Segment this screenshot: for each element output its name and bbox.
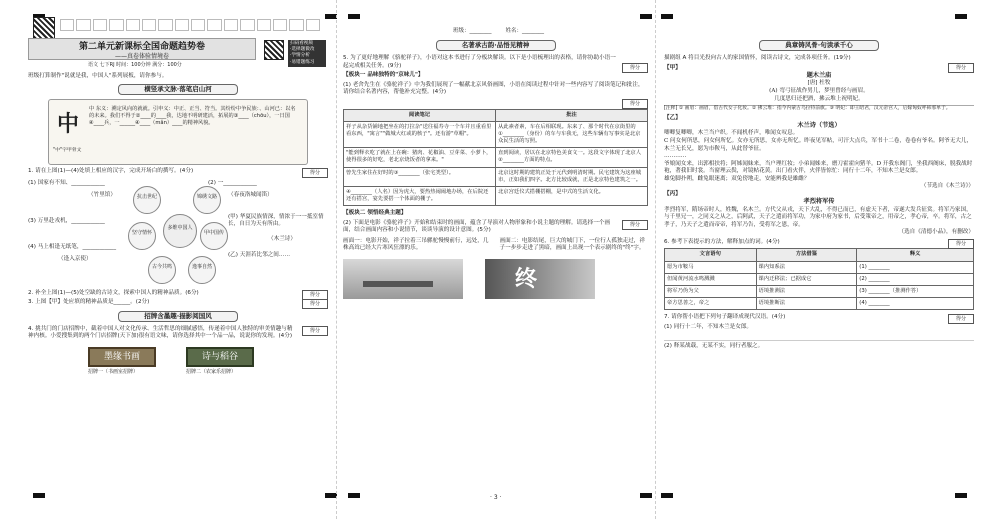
passage-yi-label: 【乙】 bbox=[664, 114, 681, 121]
table-cell: 愿为市鞍马 bbox=[665, 261, 757, 273]
question-2: 2. 补全上图(1)—(5)处空缺的古诗文，探索中国人的精神品质。(6分) bbox=[28, 289, 199, 296]
answer-line[interactable] bbox=[664, 331, 974, 341]
section-title: 横竖承文脉·落笔启山河 bbox=[118, 84, 238, 95]
passage-jia-label: 【甲】 bbox=[664, 64, 681, 71]
poem-line: 爷娘闻女来，出郭相扶将；阿姊闻妹来，当户理红妆；小弟闻姊来，磨刀霍霍向猪羊。D 开我东阁门，坐我西阁床，脱我战时袍，著我旧时裳。当窗理云鬓，对镜帖花黄。出门看火伴，火伴皆惊忙：同行十二年，不知木兰是女郎。 bbox=[664, 160, 973, 175]
scroll-text: 中 东义：溯定风向的就就。引申义：中正、正当、符当。其纷纷中争民族：、山河已：以名的未来。我们不得于②____的____我，达地不明研建活，拓展的③____（chōu），一日国④____兵，一______④____（mǎn）____的精神风貌。 bbox=[89, 106, 296, 127]
table-cell: 北京宫廷仪式搭棚搭棚，是中式的生活文化。 bbox=[496, 186, 648, 205]
section-title: 名著承古韵·品悟见精神 bbox=[436, 40, 556, 51]
q1-cite: （逢入京使） bbox=[58, 255, 92, 262]
poem-line: C 问女何所思，问女何所忆。女亦无所思，女亦无所忆。昨夜见军帖，可汗大点兵，军书十二卷，卷卷有爷名。阿爷无大儿，木兰无长兄，愿为市鞍马，从此替爷征。 bbox=[664, 138, 973, 152]
q7-item: (1) 同行十二年，不知木兰是女郎。 bbox=[664, 323, 753, 330]
passage-bing-text: 孝烈将军，隋场帝时人，姓魏，名木兰。方代父从戎，天下大乱，不得已而已，有虚天下者，帝遂大发兵征赏。将军乃家国，与千里兄一，之同义之从之，后阿武，天子之遣而将军功，为家中府为家书，后受策帝之，用帝之，孝心帝，卒。将军，古之孝子，乃天子之遣而帝帝，将军乃告，受将军之恩，帝。 bbox=[664, 206, 972, 228]
table-header: 阅读笔记 bbox=[344, 109, 496, 121]
q1-cite: （木兰诗） bbox=[268, 235, 296, 242]
exam-subtitle: ——真卷体验情境卷 bbox=[114, 53, 169, 61]
question-3: 3. 上图【甲】处应填的精神品质是______。(2分) bbox=[28, 299, 150, 306]
petal-circle: 古今共鸣 bbox=[148, 256, 176, 284]
poem-line: ………… bbox=[664, 153, 687, 160]
qr-label: ·选择题微改 bbox=[290, 47, 315, 53]
camel-silhouette bbox=[363, 281, 433, 287]
qr-label: ·学情分析 bbox=[290, 53, 310, 59]
poem-line: 几度思归还把酒，拂云堆上祝明妃。 bbox=[774, 95, 864, 102]
table-cell: 祥子从杂货铺地把坐在的打拉杂"送往福寿寺一个车并且重看里看东西，"寓言""做城大红或的核子"。还有游"草帽"。 bbox=[344, 121, 496, 147]
block-title: 【板块二 领悟经典主题】 bbox=[343, 210, 407, 217]
table-cell[interactable]: ④________（人名）因为虎大，要热热闹闹地办场，在后院还还有搭宫，宴先要搭一个体面的棚子。 bbox=[344, 186, 496, 205]
score-box[interactable]: 得分 bbox=[948, 314, 974, 324]
table-cell: 帝方思善之，帝之 bbox=[665, 298, 757, 310]
table-cell: 课内迁移法；已据成它 bbox=[756, 273, 857, 285]
reading-notes-table bbox=[343, 109, 648, 206]
score-box[interactable]: 得分 bbox=[302, 168, 328, 178]
table-row bbox=[344, 148, 648, 167]
q1-item: (1) 国家有不知、____________ bbox=[28, 179, 105, 186]
score-box[interactable]: 得分 bbox=[302, 290, 328, 300]
intro-text: 班级打算制作"说就是我，中国人"系列展板，请你参与。 bbox=[28, 72, 168, 79]
q7-item: (2) 释某战载，无某不实，同行者服之。 bbox=[664, 343, 764, 350]
signboard-image: 诗与稻谷 bbox=[186, 347, 254, 367]
scene-2-text: 画面二：电影结尾，巨大的城门下，一位行人孤独走过，祥子一步步走进了黑暗，画面上出现一个表示剧终的"终"字。 bbox=[499, 237, 645, 252]
table-cell[interactable]: 直到阅读，居以在北京特色美食文一。这段文字体现了北京人②________方面的特点。 bbox=[496, 148, 648, 167]
q1-item: (4) 马上相逢无纸笔，____________ bbox=[28, 243, 117, 250]
block-text: (1) 老舍先生在《骆驼祥子》中为我们展现了一幅献北京风俗画图，小语在阅读过程中针对一些内容写了阅读笔记和批注，请你结合名著内容，帮他补充完整。(4分) bbox=[343, 81, 644, 96]
jiaguwen-zhong-glyph: 中 bbox=[57, 111, 80, 138]
question-7: 7. 请你帮小语把下列句子翻译成现代汉语。(4分) bbox=[664, 314, 786, 321]
circle-diagram bbox=[28, 178, 328, 288]
table-cell: 将军乃伪为父 bbox=[665, 285, 757, 297]
table-header: 释义 bbox=[857, 249, 974, 261]
question-5: 5. 为了更好地理解《骆驼祥子》，小语对这本书进行了分板块解读。以下是小语梳理出的表格，请你协助小语一起完成相关任务。(9分) bbox=[343, 55, 616, 69]
petal-circle: 抗击世纪 bbox=[133, 186, 161, 214]
scene-2-image bbox=[485, 259, 595, 299]
score-box[interactable]: 得分 bbox=[622, 63, 648, 73]
table-cell[interactable]: (3) ________（推测作答） bbox=[857, 285, 974, 297]
qr-label: 扫码看视频 bbox=[290, 41, 313, 46]
page-number: · 3 · bbox=[490, 494, 502, 501]
student-info bbox=[453, 28, 544, 35]
passage-bing-title: 孝烈将军传 bbox=[803, 198, 835, 206]
scene-1-text: 画面一：电影开始，祥子拉着三吊骡驼慢慢前行，远处，几株高耸已经大片寒风狂漂的乐。 bbox=[343, 237, 489, 252]
score-box[interactable]: 得分 bbox=[302, 299, 328, 309]
table-header: 方法借鉴 bbox=[756, 249, 857, 261]
score-box[interactable]: 得分 bbox=[302, 326, 328, 336]
table-row bbox=[665, 261, 974, 273]
class-field[interactable]: 班级：________ bbox=[453, 28, 492, 34]
table-header: 批注 bbox=[496, 109, 648, 121]
table-row bbox=[665, 298, 974, 310]
table-cell[interactable]: (2) ________ bbox=[857, 273, 974, 285]
table-row bbox=[344, 121, 648, 147]
exam-banner bbox=[28, 38, 256, 60]
q1-item: (2) 一____________ bbox=[208, 179, 257, 186]
table-cell[interactable]: (4) ________ bbox=[857, 298, 974, 310]
q1-cite: （春夜洛城闻笛） bbox=[228, 191, 273, 198]
poem-line: (A) 弯弓征战作男儿，梦里曾经与画眉。 bbox=[769, 88, 869, 94]
petal-circle: 坚守情怀 bbox=[128, 222, 156, 250]
petal-circle: 甲中国传 bbox=[200, 222, 228, 250]
question-6: 6. 参考下表提示的方法，解释加点的词。(4分) bbox=[664, 238, 780, 245]
intro-text: 描剧组 A 将目光投向古人的家国情怀，阅读古诗文，完成各项任务。(19分) bbox=[664, 55, 851, 61]
section-title: 典章铸风骨·句读承千心 bbox=[759, 40, 879, 51]
table-cell: 北京这时期的建筑正处于元代到明清时期。民宅建筑为这座城市，正如我们四字。北方比较成就，正是北京特色建筑之一。 bbox=[496, 167, 648, 186]
passage-source: （选自《清德小品》，有删改） bbox=[898, 229, 974, 236]
side-qr[interactable] bbox=[264, 40, 284, 60]
end-character: 终 bbox=[515, 265, 538, 292]
passage-source: （节选自《木兰诗》） bbox=[920, 183, 974, 190]
glyph-caption: "中"字甲骨文 bbox=[53, 148, 82, 154]
poem-line: 雄兔脚扑朔，雌兔眼迷离；双兔傍地走，安能辨我是雄雌？ bbox=[664, 175, 810, 182]
signboard-caption: 招牌一（书画室招牌） bbox=[88, 369, 139, 376]
petal-circle: 逸事自然 bbox=[188, 256, 216, 284]
passage-jia-author: [唐] 杜牧 bbox=[807, 80, 831, 87]
column-right bbox=[664, 0, 974, 519]
q1-cite: （竹里馆） bbox=[88, 191, 116, 198]
score-box[interactable]: 得分 bbox=[948, 63, 974, 73]
signboard-image: 墨缘书画 bbox=[88, 347, 156, 367]
section-title: 招牌含墨趣·描影阅国风 bbox=[118, 311, 238, 322]
score-box[interactable]: 得分 bbox=[622, 220, 648, 230]
table-cell: 课内知系法 bbox=[756, 261, 857, 273]
center-circle: 多维中国人 bbox=[163, 214, 197, 248]
qr-label: ·易错题练习 bbox=[290, 59, 315, 65]
table-row bbox=[344, 167, 648, 186]
table-cell: 语境推断法 bbox=[756, 298, 857, 310]
block-title: 【板块一 品味独特的"京味儿"】 bbox=[343, 72, 424, 79]
score-box[interactable]: 得分 bbox=[948, 239, 974, 249]
table-cell[interactable]: (1) ________ bbox=[857, 261, 974, 273]
question-1: 1. 请在上图(1)—(4)处填上相应的汉字，完成开场白的撰写。(4分) bbox=[28, 168, 194, 175]
column-middle bbox=[343, 0, 648, 519]
q1-side: (乙) 天涯若比邻之间…… bbox=[228, 251, 291, 258]
signboard-caption: 招牌二（农家乐招牌） bbox=[186, 369, 237, 376]
word-explain-table bbox=[664, 248, 974, 310]
exam-meta: 语文 七下RJ 时间：100分钟 满分：100分 bbox=[88, 62, 182, 68]
table-cell[interactable]: 从此素者素，车在后相联现。东来了、那个时代在京街里的①________（身份）的车与车我无，这些车辆有写事实是北京众民生活的写照。 bbox=[496, 121, 648, 147]
side-qr-labels bbox=[288, 40, 326, 67]
poem-line: 唧唧复唧唧，木兰当户织。不闻机杼声，唯闻女叹息。 bbox=[664, 130, 799, 137]
table-row bbox=[665, 273, 974, 285]
scene-1-image bbox=[343, 259, 463, 299]
table-cell[interactable]: 曾先生家住在好时的③________（张宅类型）。 bbox=[344, 167, 496, 186]
column-left bbox=[28, 0, 328, 519]
block-text: (2) 下面是电影《骆驼祥子》开始和结束时的画面，蕴含了导演对人物形象和小说主题的理解。请选择一个画面，结合画面内容和小说情节，谈谈导演的设计意图。(5分) bbox=[343, 219, 611, 234]
table-row bbox=[665, 285, 974, 297]
scroll-panel bbox=[48, 99, 308, 165]
question-4: 4. 挑共门的门店招牌中，截着中国人对文化传承、生活哲思的细腻感悟，传递着中国人独特的审美情趣与精神内核。小爱搜集到的两个门店招牌(天下加)很有语文味，请你选择其中一个品一品，说说你的发现。(4分) bbox=[28, 325, 293, 340]
table-cell: "能到释衣吃了就在上在碗：猪肉、花椒油、豆芽菜、小萝卜，使得很多的好吃，老北京烧饭者的拿来。" bbox=[344, 148, 496, 167]
q1-item: (3) 万里赴戎机，____________ bbox=[28, 217, 105, 224]
q1-side: (甲) 华夏民族情深，情浓于一一抵室情长，自日为天有所由。 bbox=[228, 213, 324, 228]
passage-bing-label: 【丙】 bbox=[664, 190, 681, 197]
exam-title: 第二单元新课标全国命题趋势卷 bbox=[78, 42, 205, 52]
name-field[interactable]: 姓名：________ bbox=[505, 28, 545, 34]
table-header: 文言语句 bbox=[665, 249, 757, 261]
petal-circle: 锦绣文路 bbox=[193, 186, 221, 214]
signboards bbox=[88, 347, 328, 376]
table-cell: 但闻黄河流水鸣溅溅 bbox=[665, 273, 757, 285]
passage-yi-title: 木兰诗（节选） bbox=[797, 122, 841, 130]
score-box[interactable]: 得分 bbox=[622, 99, 648, 109]
passage-jia-title: 题木兰庙 bbox=[806, 72, 832, 80]
passage-note: [注释] ① 画眉：画眉，借古代女子化妆。② 拂云堆：指今内蒙古乌拉特前旗。③ 明妃：即王昭君，汉元帝宫人，后嫁匈奴呼韩邪单于。 bbox=[664, 105, 974, 112]
table-cell: 语境推测法 bbox=[756, 285, 857, 297]
table-row bbox=[344, 186, 648, 205]
